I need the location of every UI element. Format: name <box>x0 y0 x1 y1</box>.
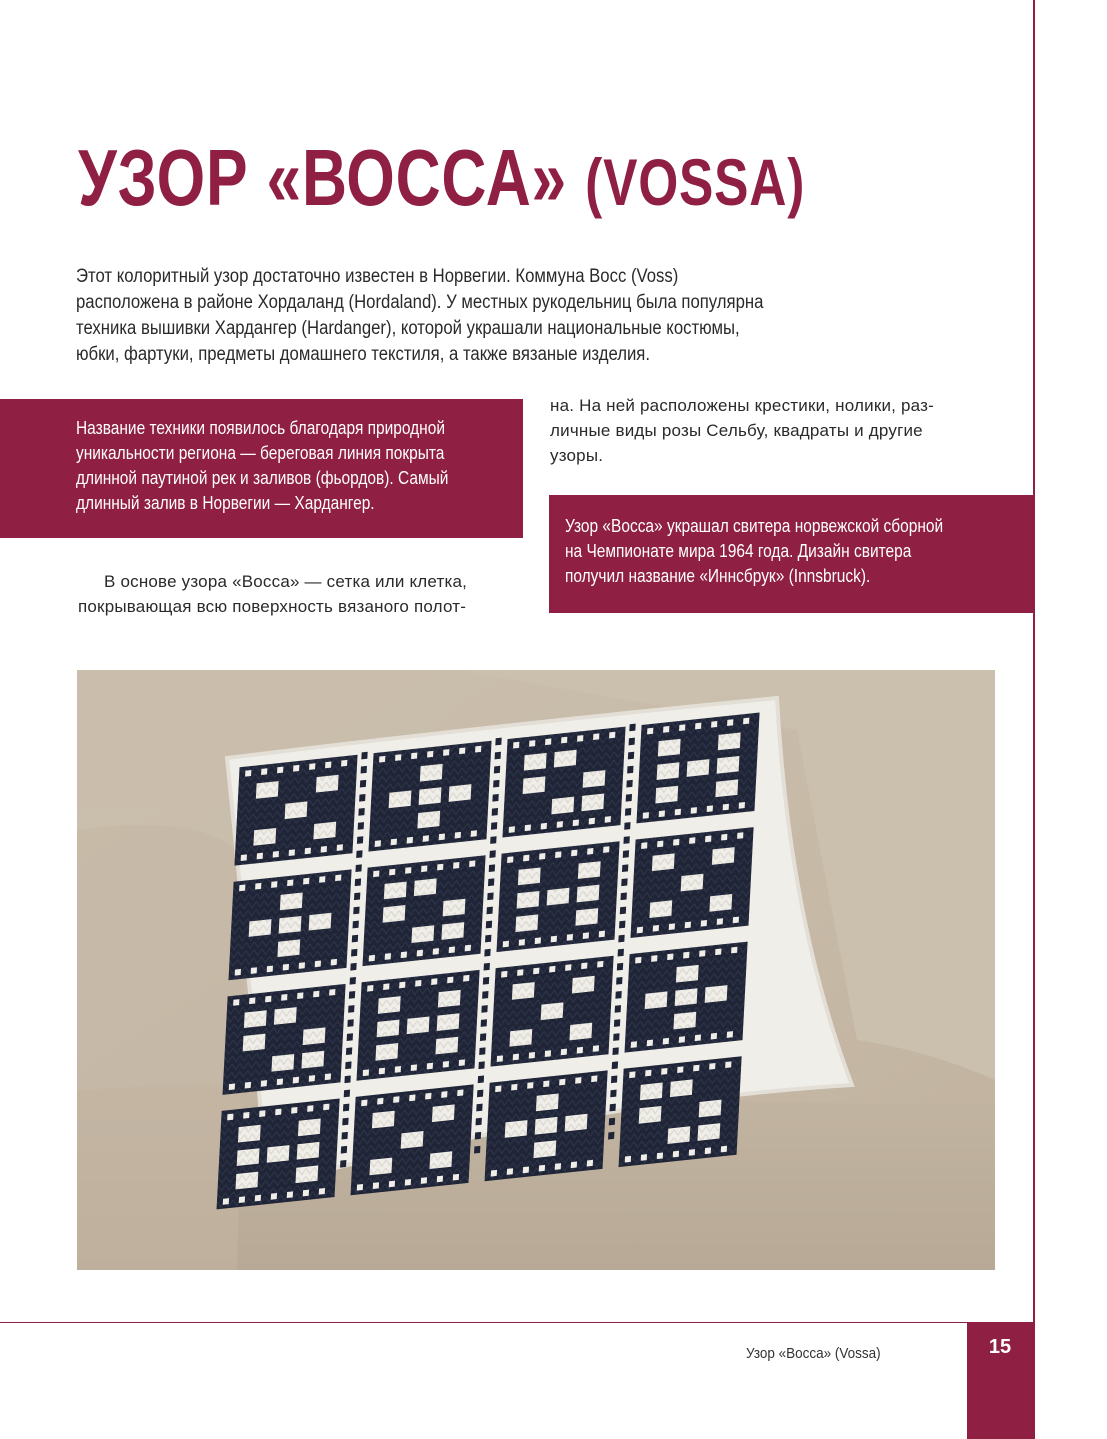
callout-innsbruck <box>549 495 1034 613</box>
knitted-pillow-photo <box>77 670 995 1270</box>
callout-fjords-text <box>76 416 523 516</box>
footer-rule <box>0 1322 1033 1323</box>
pillow-illustration <box>77 670 995 1270</box>
title-paren: (VOSSA) <box>585 145 806 219</box>
body-line: В основе узора «Восса» — сетка или клетка, <box>104 572 468 591</box>
callout-line: на Чемпионате мира 1964 года. Дизайн свитера <box>565 541 912 561</box>
callout-line: Название техники появилось благодаря природной <box>76 418 445 438</box>
callout-fjords <box>0 399 523 538</box>
intro-line: юбки, фартуки, предметы домашнего текстиля, а также вязаные изделия. <box>76 344 651 365</box>
title-main: УЗОР «ВОССА» <box>78 133 568 222</box>
callout-line: Узор «Восса» украшал свитера норвежской сборной <box>565 516 944 536</box>
page-number: 15 <box>988 1336 1012 1358</box>
intro-line: техника вышивки Хардангер (Hardanger), которой украшали национальные костюмы, <box>76 318 740 339</box>
body-paragraph <box>78 569 528 619</box>
callout-line: длинной паутиной рек и заливов (фьордов). Самый <box>76 468 449 488</box>
body-line: личные виды розы Сельбу, квадраты и другие <box>550 421 923 440</box>
intro-line: расположена в районе Хордаланд (Hordaland). У местных рукодельниц была популярна <box>76 292 764 313</box>
body-paragraph-continued <box>550 393 1010 468</box>
callout-line: длинный залив в Норвегии — Хардангер. <box>76 493 375 513</box>
body-line: на. На ней расположены крестики, нолики, раз- <box>550 396 934 415</box>
body-line: покрывающая всю поверхность вязаного полот- <box>78 597 467 616</box>
page-number-tab <box>967 1322 1033 1439</box>
right-margin-rule <box>1033 0 1035 1439</box>
body-line: узоры. <box>550 446 604 465</box>
callout-line: уникальности региона — береговая линия покрыта <box>76 443 445 463</box>
intro-paragraph <box>76 264 956 368</box>
intro-line: Этот колоритный узор достаточно известен в Норвегии. Коммуна Восс (Voss) <box>76 266 679 287</box>
callout-innsbruck-text <box>565 514 1012 589</box>
page-title <box>78 128 805 232</box>
callout-line: получил название «Иннсбрук» (Innsbruck). <box>565 566 871 586</box>
running-footer: Узор «Восса» (Vossa) <box>746 1345 881 1362</box>
